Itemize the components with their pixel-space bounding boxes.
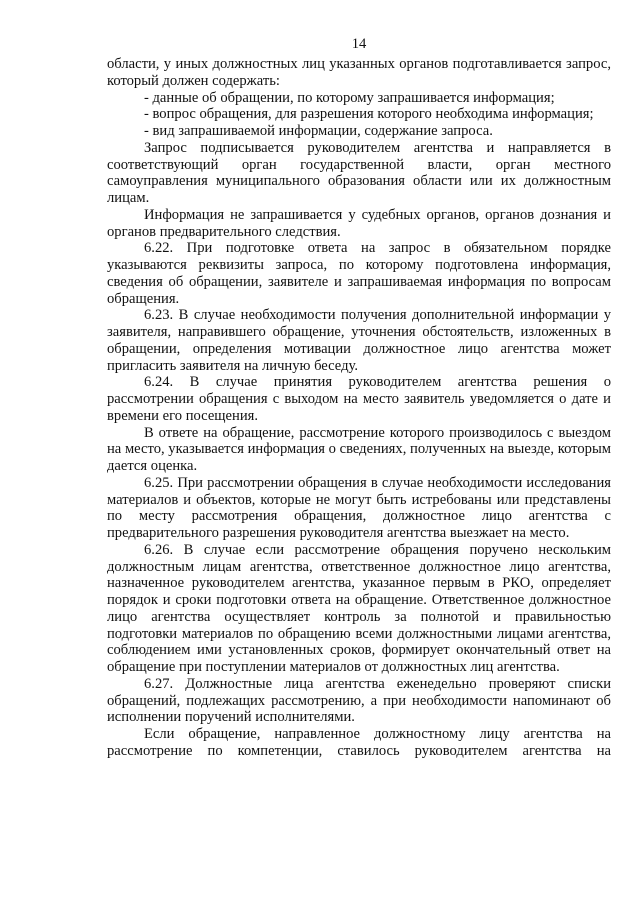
paragraph: - вопрос обращения, для разрешения которого необходима информация; xyxy=(144,106,594,123)
paragraph: - данные об обращении, по которому запрашивается информация; xyxy=(144,89,555,106)
paragraph: Информация не запрашивается у судебных органов, органов дознания и органов предварительного следствия. xyxy=(107,206,611,240)
paragraph: 6.26. В случае если рассмотрение обращения поручено нескольким должностным лицам агентства, ответственное должностное лицо агентства, назначенное руководителем агентства, указанное первым в РКО, определяет порядок и сроки подготовки ответа на обращение. Ответственное должностное лицо агентства осуществляет контроль за полнотой и правильностью подготовки материалов по обращению всеми должностными лицами агентства, соблюдением ими установленных сроков, формирует окончательный ответ на обращение при поступлении материалов от должностных лиц агентства. xyxy=(107,541,611,675)
paragraph: 6.25. При рассмотрении обращения в случае необходимости исследования материалов и объектов, которые не могут быть истребованы или представлены по месту рассмотрения обращения, должностное лицо агентства с предварительного разрешения руководителя агентства выезжает на место. xyxy=(107,474,611,541)
paragraph: Запрос подписывается руководителем агентства и направляется в соответствующий орган государственной власти, орган местного самоуправления муниципального образования области или их должностным лицам. xyxy=(107,139,611,206)
paragraph: 6.24. В случае принятия руководителем агентства решения о рассмотрении обращения с выходом на место заявитель уведомляется о дате и времени его посещения. xyxy=(107,374,611,424)
paragraph: 6.27. Должностные лица агентства еженедельно проверяют списки обращений, подлежащих рассмотрению, а при необходимости напоминают об исполнении поручений исполнителями. xyxy=(107,675,611,726)
paragraph: В ответе на обращение, рассмотрение которого производилось с выездом на место, указывается информация о сведениях, полученных на выезде, которым дается оценка. xyxy=(107,424,611,474)
document-page xyxy=(107,36,611,760)
paragraph: 6.23. В случае необходимости получения дополнительной информации у заявителя, направившего обращение, уточнения обстоятельств, изложенных в обращении, определения мотивации должностное лицо агентства может пригласить заявителя на личную беседу. xyxy=(107,307,611,374)
paragraph: - вид запрашиваемой информации, содержание запроса. xyxy=(144,123,493,139)
paragraph: области, у иных должностных лиц указанных органов подготавливается запрос, который должен содержать: xyxy=(107,56,611,89)
page-number: 14 xyxy=(351,36,367,52)
paragraph: 6.22. При подготовке ответа на запрос в обязательном порядке указываются реквизиты запроса, по которому подготовлена информация, сведения об обращении, заявителе и запрашиваемая информация по вопросам обращения. xyxy=(107,240,611,307)
document-body xyxy=(107,56,611,760)
paragraph: Если обращение, направленное должностному лицу агентства на рассмотрение по компетенции, ставилось руководителем агентства на xyxy=(107,726,611,759)
